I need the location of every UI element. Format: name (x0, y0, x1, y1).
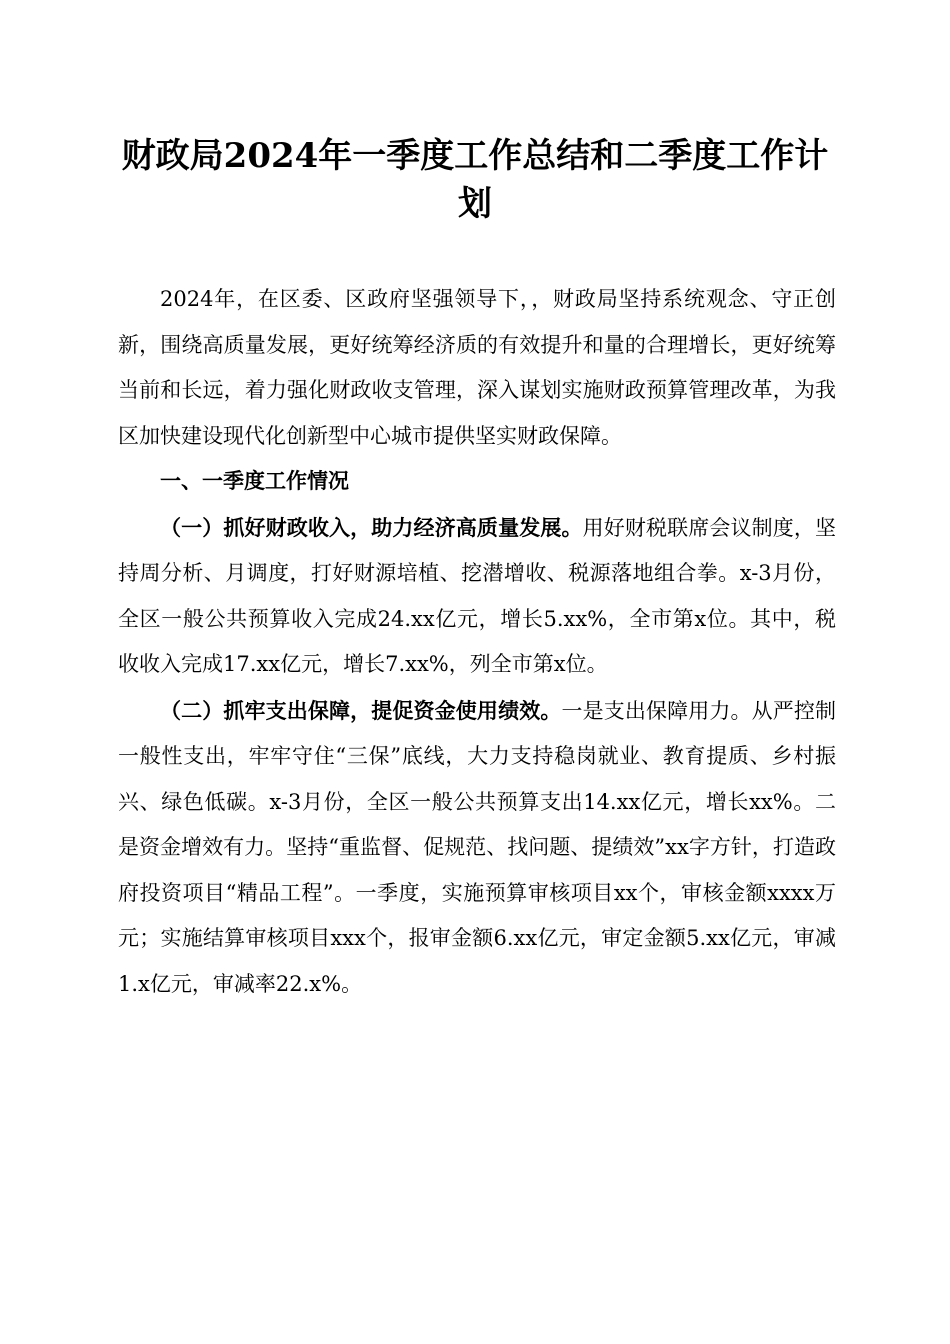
item-2-lead: （二）抓牢支出保障，提促资金使用绩效。 (160, 697, 562, 723)
document-title: 财政局2024年一季度工作总结和二季度工作计划 (121, 136, 829, 224)
item-1-lead: （一）抓好财政收入，助力经济高质量发展。 (160, 514, 583, 540)
paragraph-item-2 (118, 688, 836, 1008)
item-2-text: 一是支出保障用力。从严控制一般性支出，牢牢守住“三保”底线，大力支持稳岗就业、教育提质、乡村振兴、绿色低碳。x-3月份，全区一般公共预算支出14.xx亿元，增长xx%。二是资金增效有力。坚持“重监督、促规范、找问题、提绩效”xx字方针，打造政府投资项目“精品工程”。一季度，实施预算审核项目xx个，审核金额xxxx万元；实施结算审核项目xxx个，报审金额6.xx亿元，审定金额5.xx亿元，审减1.x亿元，审减率22.x%。 (118, 698, 837, 996)
item-1-text: 用好财税联席会议制度，坚持周分析、月调度，打好财源培植、挖潜增收、税源落地组合拳。x-3月份，全区一般公共预算收入完成24.xx亿元，增长5.xx%，全市第x位。其中，税收收入完成17.xx亿元，增长7.xx%，列全市第x位。 (118, 515, 837, 676)
intro-paragraph: 2024年，在区委、区政府坚强领导下，，财政局坚持系统观念、守正创新，围绕高质量发展，更好统筹经济质的有效提升和量的合理增长，更好统筹当前和长远，着力强化财政收支管理，深入谋划实施财政预算管理改革，为我区加快建设现代化创新型中心城市提供坚实财政保障。 (118, 287, 836, 448)
paragraph-item-1 (118, 505, 836, 688)
section-heading: 一、一季度工作情况 (160, 469, 349, 493)
document-body (118, 277, 836, 1007)
